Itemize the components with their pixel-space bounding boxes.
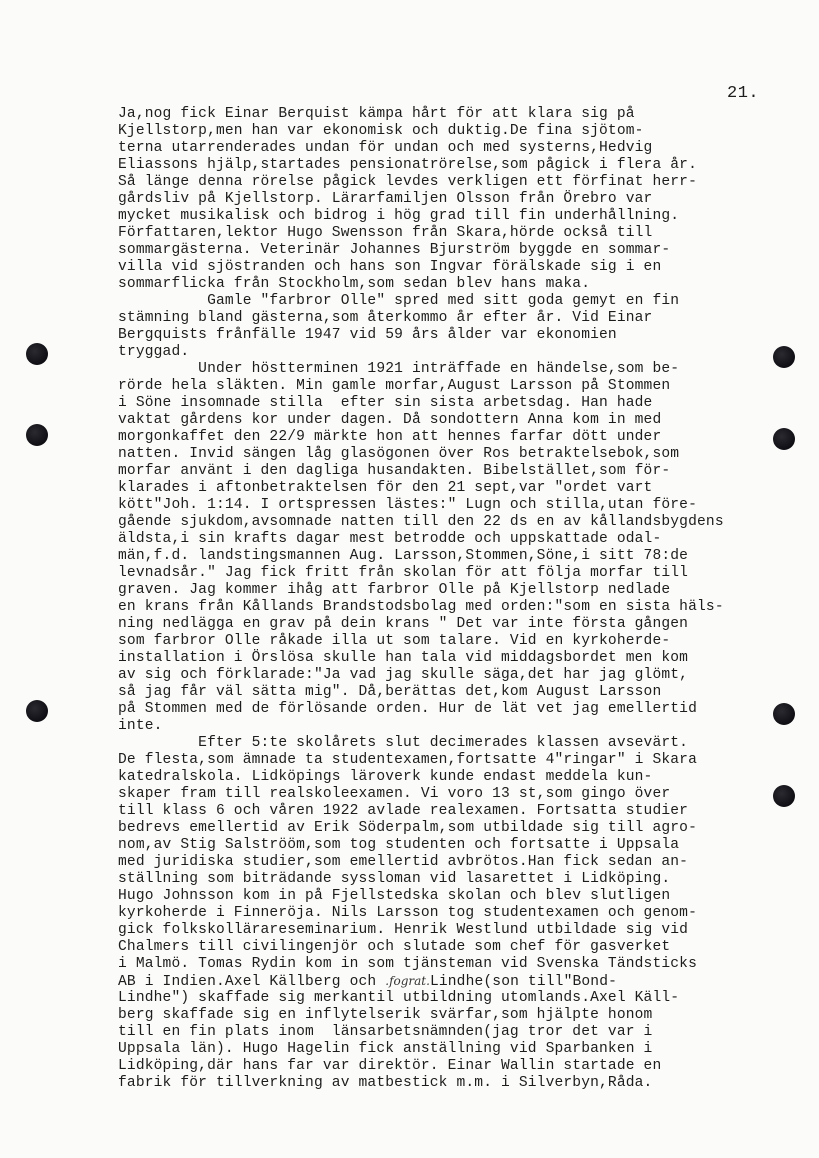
text-line-end: Lindhe(son till"Bond- <box>429 974 618 990</box>
text-line: med juridiska studier,som emellertid avbrötos.Han fick sedan an- <box>118 854 689 870</box>
text-line: Chalmers till civilingenjör och slutade som chef för gasverket <box>118 939 671 955</box>
text-line: natten. Invid sängen låg glasögonen över Ros betraktelsebok,som <box>118 446 680 462</box>
punch-hole <box>26 424 48 446</box>
text-line: skaper fram till realskoleexamen. Vi voro 13 st,som gingo över <box>118 786 671 802</box>
text-line: Eliassons hjälp,startades pensionatrörelse,som pågick i flera år. <box>118 157 697 173</box>
text-line: tryggad. <box>118 344 190 360</box>
text-line: nom,av Stig Salströöm,som tog studenten och fortsatte i Uppsala <box>118 837 680 853</box>
handwritten-insert: .fograt. <box>385 974 430 988</box>
text-line: Uppsala län). Hugo Hagelin fick anställning vid Sparbanken i <box>118 1041 653 1057</box>
text-line: morgonkaffet den 22/9 märkte hon att hennes farfar dött under <box>118 429 662 445</box>
text-line: Lidköping,där hans far var direktör. Einar Wallin startade en <box>118 1058 662 1074</box>
text-line: Ja,nog fick Einar Berquist kämpa hårt för att klara sig på <box>118 106 635 122</box>
text-line: gick folkskollärareseminarium. Henrik Westlund utbildade sig vid <box>118 922 689 938</box>
text-line: Efter 5:te skolårets slut decimerades klassen avsevärt. <box>118 735 689 751</box>
text-line: inte. <box>118 718 163 734</box>
typed-text-body <box>118 106 808 1092</box>
text-line: på Stommen med de förlösande orden. Hur de lät vet jag emellertid <box>118 701 697 717</box>
text-line: morfar använt i den dagliga husandakten. Bibelstället,som för- <box>118 463 671 479</box>
text-line: Så länge denna rörelse pågick levdes verkligen ett förfinat herr- <box>118 174 697 190</box>
text-line: villa vid sjöstranden och hans son Ingvar förälskade sig i en <box>118 259 662 275</box>
text-line: kött"Joh. 1:14. I ortspressen lästes:" Lugn och stilla,utan före- <box>118 497 697 513</box>
text-line: Kjellstorp,men han var ekonomisk och duktig.De fina sjötom- <box>118 123 644 139</box>
text-line: äldsta,i sin krafts dagar mest betrodde och uppskattade odal- <box>118 531 662 547</box>
text-line: Lindhe") skaffade sig merkantil utbildning utomlands.Axel Käll- <box>118 990 680 1006</box>
text-line: klarades i aftonbetraktelsen för den 21 sept,var "ordet vart <box>118 480 653 496</box>
text-line-start: AB i Indien.Axel Källberg och <box>118 974 377 990</box>
page-number: 21. <box>727 84 760 103</box>
text-line: som farbror Olle råkade illa ut som talare. Vid en kyrkoherde- <box>118 633 671 649</box>
text-line: bedrevs emellertid av Erik Söderpalm,som utbildade sig till agro- <box>118 820 697 836</box>
text-line: stämning bland gästerna,som återkommo år efter år. Vid Einar <box>118 310 653 326</box>
text-line: fabrik för tillverkning av matbestick m.m. i Silverbyn,Råda. <box>118 1075 653 1091</box>
text-line: installation i Örslösa skulle han tala vid middagsbordet men kom <box>118 650 689 666</box>
text-line: gårdsliv på Kjellstorp. Lärarfamiljen Olsson från Örebro var <box>118 191 653 207</box>
text-line: terna utarrenderades undan för undan och med systerns,Hedvig <box>118 140 653 156</box>
text-line: De flesta,som ämnade ta studentexamen,fortsatte 4"ringar" i Skara <box>118 752 697 768</box>
text-line-with-insert <box>118 973 808 990</box>
text-line: berg skaffade sig en inflytelserik svärfar,som hjälpte honom <box>118 1007 653 1023</box>
text-line: män,f.d. landstingsmannen Aug. Larsson,Stommen,Söne,i sitt 78:de <box>118 548 689 564</box>
text-line: gående sjukdom,avsomnade natten till den 22 ds en av kållandsbygdens <box>118 514 724 530</box>
text-line: Hugo Johnsson kom in på Fjellstedska skolan och blev slutligen <box>118 888 671 904</box>
text-line: ning nedlägga en grav på dein krans " Det var inte första gången <box>118 616 689 632</box>
text-line: av sig och förklarade:"Ja vad jag skulle säga,det har jag glömt, <box>118 667 689 683</box>
text-line: mycket musikalisk och bidrog i hög grad till fin underhållning. <box>118 208 680 224</box>
punch-hole <box>26 700 48 722</box>
text-line: Under höstterminen 1921 inträffade en händelse,som be- <box>118 361 680 377</box>
text-line: katedralskola. Lidköpings läroverk kunde endast meddela kun- <box>118 769 653 785</box>
text-line: en krans från Kållands Brandstodsbolag med orden:"som en sista häls- <box>118 599 724 615</box>
text-line: sommarflicka från Stockholm,som sedan blev hans maka. <box>118 276 591 292</box>
text-line: kyrkoherde i Finneröja. Nils Larsson tog studentexamen och genom- <box>118 905 697 921</box>
text-line: vaktat gårdens kor under dagen. Då sondottern Anna kom in med <box>118 412 662 428</box>
punch-hole <box>26 343 48 365</box>
text-line: till en fin plats inom länsarbetsnämnden(jag tror det var i <box>118 1024 653 1040</box>
text-line: så jag får väl sätta mig". Då,berättas det,kom August Larsson <box>118 684 662 700</box>
text-line: i Malmö. Tomas Rydin kom in som tjänsteman vid Svenska Tändsticks <box>118 956 697 972</box>
text-line: Gamle "farbror Olle" spred med sitt goda gemyt en fin <box>118 293 680 309</box>
text-line: i Söne insomnade stilla efter sin sista arbetsdag. Han hade <box>118 395 653 411</box>
text-line: rörde hela släkten. Min gamle morfar,August Larsson på Stommen <box>118 378 671 394</box>
text-line: till klass 6 och våren 1922 avlade realexamen. Fortsatta studier <box>118 803 689 819</box>
text-line: Bergquists frånfälle 1947 vid 59 års ålder var ekonomien <box>118 327 617 343</box>
text-line: sommargästerna. Veterinär Johannes Bjurström byggde en sommar- <box>118 242 671 258</box>
text-line: levnadsår." Jag fick fritt från skolan för att följa morfar till <box>118 565 689 581</box>
text-line: graven. Jag kommer ihåg att farbror Olle på Kjellstorp nedlade <box>118 582 671 598</box>
text-line: Författaren,lektor Hugo Swensson från Skara,hörde också till <box>118 225 653 241</box>
text-line: ställning som biträdande syssloman vid lasarettet i Lidköping. <box>118 871 671 887</box>
